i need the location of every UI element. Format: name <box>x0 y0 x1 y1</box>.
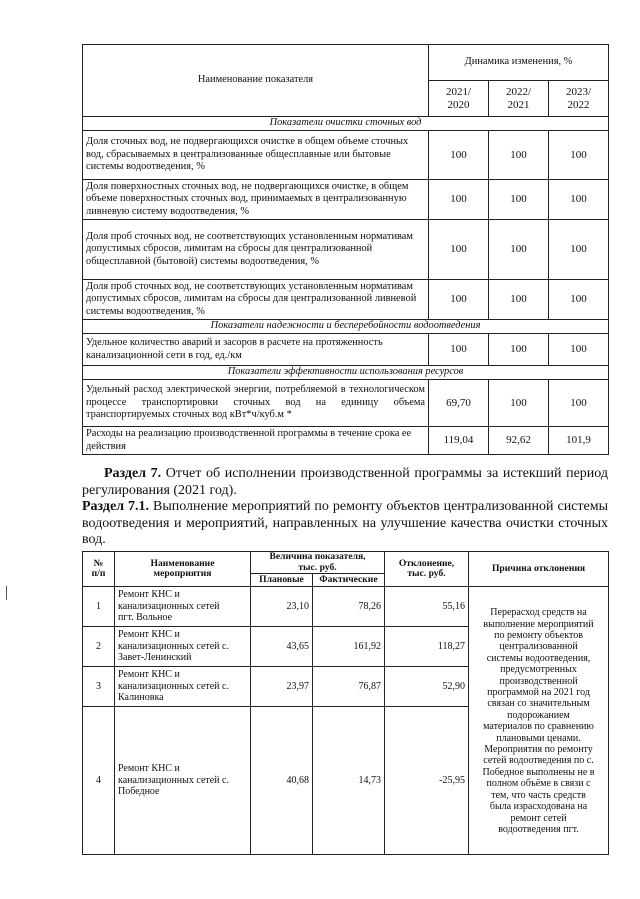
reason-line: связан со значительным <box>487 698 590 710</box>
reason-header: Причина отклонения <box>469 552 609 587</box>
indicator-name: Доля проб сточных вод, не соответствующих установленным нормативам допустимых сбросов, лимитам на сбросы для централизованной ливневой системы водоотведения, % <box>83 280 429 320</box>
indicator-value: 100 <box>549 220 609 280</box>
indicator-value: 100 <box>489 380 549 427</box>
indicator-value: 100 <box>549 280 609 320</box>
col-dynamics-header: Динамика изменения, % <box>429 45 609 81</box>
event-name-line: канализационных сетей <box>118 600 220 612</box>
event-name-line: Ремонт КНС и <box>118 763 180 775</box>
event-header: Наименование мероприятия <box>115 552 251 587</box>
reason-line: водоотведения пгт. <box>498 823 579 835</box>
indicator-value: 100 <box>429 280 489 320</box>
section-headings <box>82 466 608 549</box>
event-name-line: Ремонт КНС и <box>118 629 180 641</box>
section-7-text: Отчет об исполнении производственной программы за истекший период регулирования (2021 год). <box>82 466 609 498</box>
section-title: Показатели очистки сточных вод <box>83 117 609 131</box>
indicator-name: Удельный расход электрической энергии, потребляемой в технологическом процессе транспортировки сточных вод на единицу объема транспортируемых сточных вод кВт*ч/куб.м * <box>83 380 429 427</box>
num-header: № п/п <box>83 552 115 587</box>
indicator-value: 101,9 <box>549 427 609 455</box>
deviation-header: Отклонение, тыс. руб. <box>385 552 469 587</box>
indicator-row <box>83 131 609 180</box>
reason-line: Перерасход средств на <box>490 607 587 619</box>
indicators-table <box>82 44 609 455</box>
reason-line: была израсходована на <box>489 801 588 813</box>
reason-line: системы водоотведения, <box>486 652 591 664</box>
event-name-line: Калиновка <box>118 692 164 704</box>
indicator-name: Удельное количество аварий и засоров в расчете на протяженность канализационной сети в год, ед./км <box>83 334 429 366</box>
reason-line: Победное выполнены не в <box>482 766 595 778</box>
indicator-value: 100 <box>429 180 489 220</box>
actual-value: 14,73 <box>313 707 385 855</box>
table-row <box>83 587 609 627</box>
reason-line: сетей водоотведения по с. <box>483 755 594 767</box>
indicator-row <box>83 220 609 280</box>
event-name-line: Победное <box>118 786 160 798</box>
indicator-value: 100 <box>429 334 489 366</box>
reason-line: по ремонту объектов <box>494 630 583 641</box>
section-7-1 <box>82 499 608 549</box>
indicator-value: 100 <box>549 380 609 427</box>
indicator-value: 100 <box>429 131 489 180</box>
actual-value: 161,92 <box>313 627 385 667</box>
indicator-row <box>83 427 609 455</box>
actual-value: 78,26 <box>313 587 385 627</box>
deviation-value: 52,90 <box>385 667 469 707</box>
event-name-line: канализационных сетей с. <box>118 680 229 692</box>
reason-line: производственной <box>499 675 578 687</box>
year-header: 2021/ 2020 <box>429 81 489 117</box>
section-7-label: Раздел 7. <box>104 466 162 481</box>
reason-line: Мероприятия по ремонту <box>484 744 593 756</box>
indicator-row <box>83 180 609 220</box>
row-number: 1 <box>83 587 115 627</box>
deviation-reason <box>469 587 609 855</box>
reason-line: полном объёме в связи с <box>486 778 591 790</box>
event-name <box>115 667 251 707</box>
indicator-value: 119,04 <box>429 427 489 455</box>
indicator-row <box>83 334 609 366</box>
deviation-value: 55,16 <box>385 587 469 627</box>
margin-mark <box>6 586 7 600</box>
indicator-value: 100 <box>549 131 609 180</box>
indicator-value: 100 <box>489 280 549 320</box>
section-title: Показатели эффективности использования ресурсов <box>83 366 609 380</box>
section-7-1-text: Выполнение мероприятий по ремонту объектов централизованной системы водоотведения и мероприятий, направленных на улучшение качества очистки сточных вод. <box>82 499 608 548</box>
events-table <box>82 551 609 855</box>
event-name-line: Ремонт КНС и <box>118 589 180 601</box>
event-name-line: Завет-Ленинский <box>118 652 192 664</box>
actual-value: 76,87 <box>313 667 385 707</box>
indicator-value: 100 <box>489 131 549 180</box>
reason-line: ремонт сетей <box>510 812 567 824</box>
event-name-line: Ремонт КНС и <box>118 669 180 681</box>
indicator-value: 69,70 <box>429 380 489 427</box>
indicator-row <box>83 280 609 320</box>
planned-value: 40,68 <box>251 707 313 855</box>
reason-line: плановыми ценами. <box>496 732 581 744</box>
row-number: 4 <box>83 707 115 855</box>
reason-line: предусмотренных <box>500 664 577 676</box>
reason-line: выполнение мероприятий <box>483 618 594 630</box>
row-number: 2 <box>83 627 115 667</box>
indicator-value: 100 <box>489 220 549 280</box>
indicator-row <box>83 380 609 427</box>
reason-line: материалов по сравнению <box>483 721 594 733</box>
indicator-name: Расходы на реализацию производственной программы в течение срока ее действия <box>83 427 429 455</box>
col-name-header: Наименование показателя <box>83 45 429 117</box>
event-name <box>115 587 251 627</box>
indicator-value: 92,62 <box>489 427 549 455</box>
reason-line: тем, что часть средств <box>491 789 586 801</box>
indicator-value: 100 <box>549 180 609 220</box>
deviation-value: -25,95 <box>385 707 469 855</box>
event-name-line: канализационных сетей с. <box>118 640 229 652</box>
indicator-value: 100 <box>489 334 549 366</box>
section-7-1-label: Раздел 7.1. <box>82 499 150 515</box>
event-name-line: канализационных сетей с. <box>118 774 229 786</box>
reason-line: программой на 2021 год <box>487 687 590 699</box>
row-number: 3 <box>83 667 115 707</box>
reason-line: централизованной <box>499 641 578 653</box>
indicator-name: Доля поверхностных сточных вод, не подвергающихся очистке, в общем объеме поверхностных сточных вод, принимаемых в централизованную ливневую систему водоотведения, % <box>83 180 429 220</box>
planned-header: Плановые <box>251 574 313 587</box>
planned-value: 43,65 <box>251 627 313 667</box>
year-header: 2023/ 2022 <box>549 81 609 117</box>
indicator-value: 100 <box>489 180 549 220</box>
planned-value: 23,97 <box>251 667 313 707</box>
section-7 <box>82 466 608 499</box>
event-name <box>115 707 251 855</box>
value-header: Величина показателя, тыс. руб. <box>251 552 385 574</box>
actual-header: Фактические <box>313 574 385 587</box>
indicator-value: 100 <box>549 334 609 366</box>
year-header: 2022/ 2021 <box>489 81 549 117</box>
event-name-line: пгт. Вольное <box>118 612 173 624</box>
reason-line: подорожанием <box>507 709 570 721</box>
indicator-value: 100 <box>429 220 489 280</box>
section-title: Показатели надежности и бесперебойности водоотведения <box>83 320 609 334</box>
indicator-name: Доля проб сточных вод, не соответствующих установленным нормативам допустимых сбросов, лимитам на сбросы для централизованной общесплавной (бытовой) системы водоотведения, % <box>83 220 429 280</box>
indicator-name: Доля сточных вод, не подвергающихся очистке в общем объеме сточных вод, сбрасываемых в централизованные общесплавные или бытовые системы водоотведения, % <box>83 131 429 180</box>
deviation-value: 118,27 <box>385 627 469 667</box>
planned-value: 23,10 <box>251 587 313 627</box>
event-name <box>115 627 251 667</box>
